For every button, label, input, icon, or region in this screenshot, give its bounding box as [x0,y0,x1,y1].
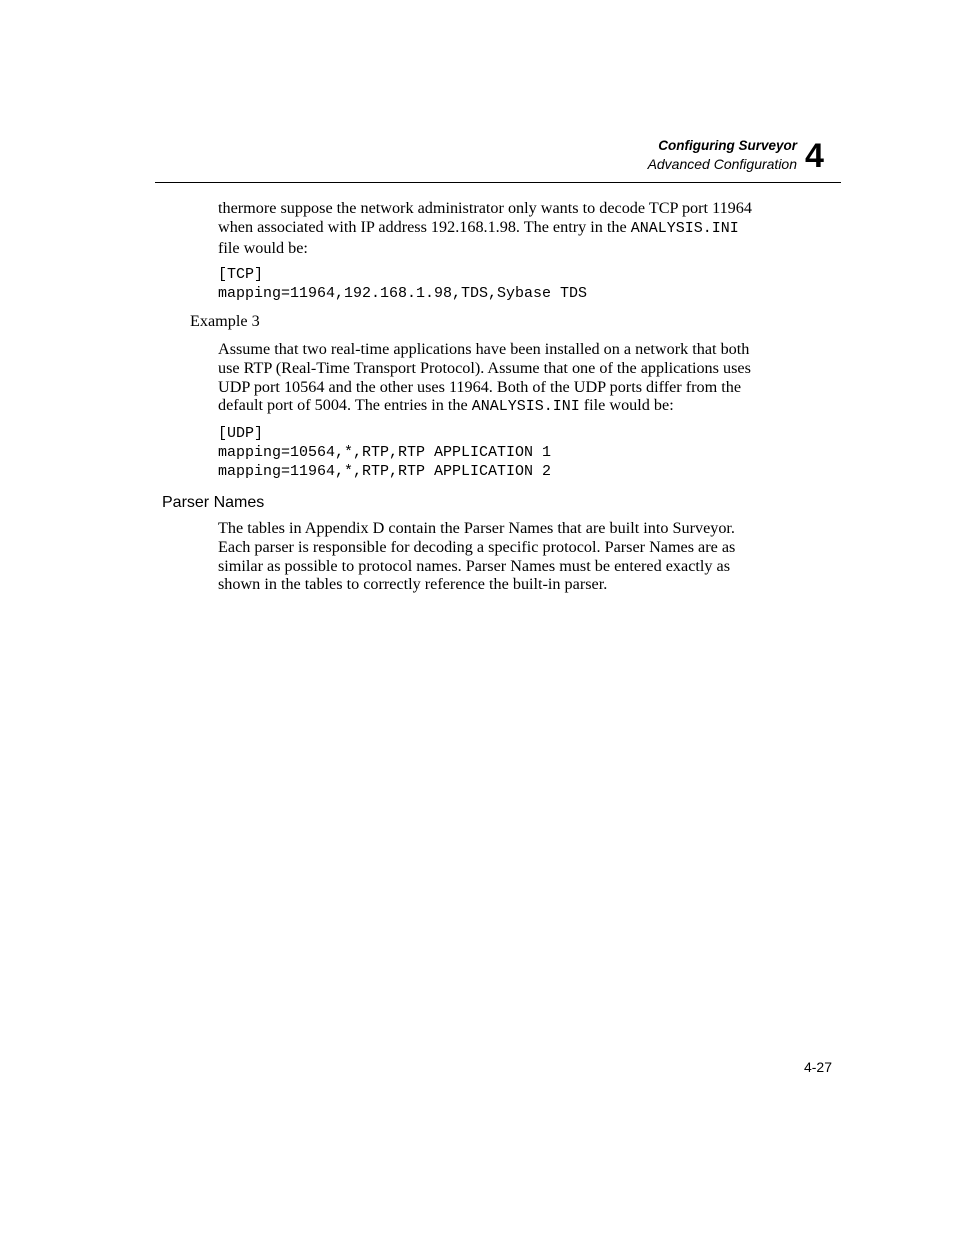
parser-line-2: Each parser is responsible for decoding a specific protocol. Parser Names are as [218,537,736,556]
intro-code-term: ANALYSIS.INI [630,219,739,237]
header-section-title: Advanced Configuration [647,156,797,172]
page-number: 4-27 [803,1059,832,1075]
code-line: [TCP] [218,266,264,283]
code-line: mapping=11964,*,RTP,RTP APPLICATION 2 [218,462,552,480]
example-line-2: use RTP (Real-Time Transport Protocol). Assume that one of the applications uses [218,358,751,377]
intro-line-3: file would be: [218,238,308,257]
intro-line-2: when associated with IP address 192.168.1.98. The entry in the [218,217,631,236]
header-divider [155,182,841,183]
parser-names-paragraph [218,519,793,594]
example-3-label: Example 3 [190,312,260,330]
code-line: mapping=11964,192.168.1.98,TDS,Sybase TDS [218,284,588,302]
intro-paragraph [218,199,793,257]
code-line: [UDP] [218,425,264,442]
intro-line-1: thermore suppose the network administrator only wants to decode TCP port 11964 [218,199,752,217]
udp-code-block [218,425,551,481]
example-line-3: UDP port 10564 and the other uses 11964. Both of the UDP ports differ from the [218,377,742,396]
example-code-term: ANALYSIS.INI [471,398,580,416]
header-chapter-title: Configuring Surveyor [658,138,797,153]
parser-line-4: shown in the tables to correctly reference the built-in parser. [218,575,608,594]
example-3-paragraph [218,340,793,417]
section-heading-parser-names: Parser Names [162,494,265,511]
chapter-number: 4 [805,137,824,175]
tcp-code-block [218,266,587,304]
example-line-1: Assume that two real-time applications have been installed on a network that both [218,340,750,358]
example-line-4: default port of 5004. The entries in the [218,396,472,415]
code-line: mapping=10564,*,RTP,RTP APPLICATION 1 [218,443,552,461]
parser-line-3: similar as possible to protocol names. Parser Names must be entered exactly as [218,556,731,575]
parser-line-1: The tables in Appendix D contain the Parser Names that are built into Surveyor. [218,519,735,537]
example-line-4-tail: file would be: [579,396,674,415]
